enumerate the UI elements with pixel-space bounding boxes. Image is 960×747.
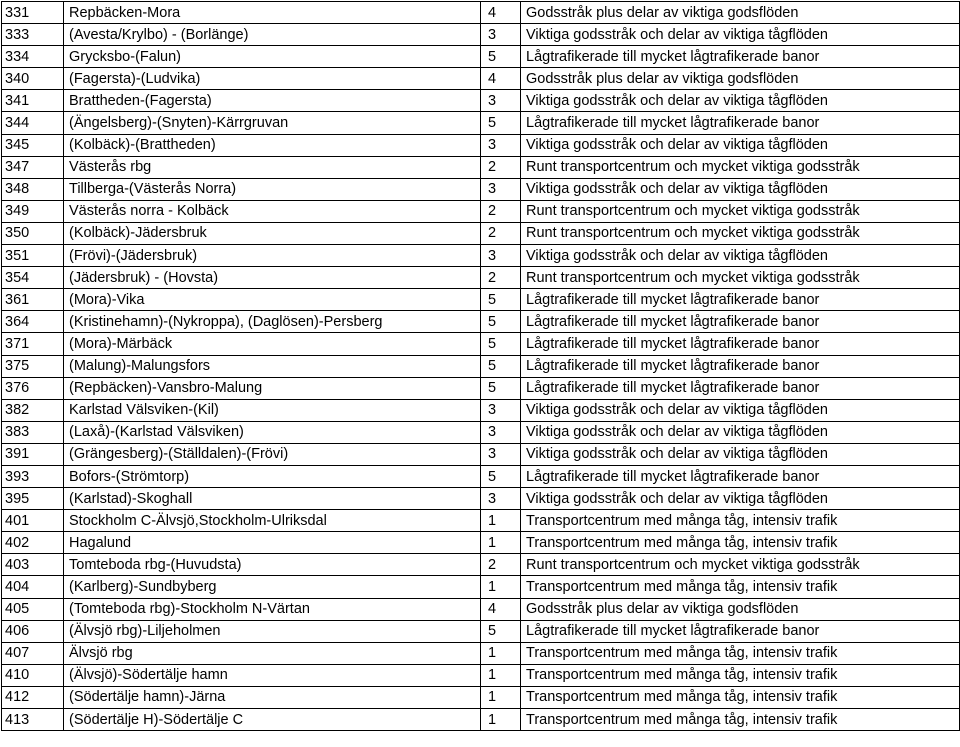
- section-name-cell: (Kolbäck)-(Brattheden): [64, 134, 481, 156]
- table-row: [2, 222, 960, 244]
- section-name-cell: Älvsjö rbg: [64, 642, 481, 664]
- section-name-cell: (Jädersbruk) - (Hovsta): [64, 267, 481, 289]
- class-description-cell: Lågtrafikerade till mycket lågtrafikerade banor: [521, 289, 960, 311]
- traffic-class-cell: 5: [481, 46, 521, 68]
- section-number-cell: 371: [2, 333, 64, 355]
- class-description-cell: Viktiga godsstråk och delar av viktiga tågflöden: [521, 443, 960, 465]
- class-description-cell: Transportcentrum med många tåg, intensiv trafik: [521, 664, 960, 686]
- section-name-cell: Grycksbo-(Falun): [64, 46, 481, 68]
- traffic-class-cell: 1: [481, 510, 521, 532]
- section-number-cell: 347: [2, 156, 64, 178]
- section-number-cell: 349: [2, 200, 64, 222]
- table-row: [2, 399, 960, 421]
- table-row: [2, 112, 960, 134]
- table-row: [2, 576, 960, 598]
- section-name-cell: (Grängesberg)-(Ställdalen)-(Frövi): [64, 443, 481, 465]
- class-description-cell: Viktiga godsstråk och delar av viktiga tågflöden: [521, 134, 960, 156]
- traffic-class-cell: 4: [481, 598, 521, 620]
- section-number-cell: 354: [2, 267, 64, 289]
- class-description-cell: Viktiga godsstråk och delar av viktiga tågflöden: [521, 178, 960, 200]
- section-name-cell: Karlstad Välsviken-(Kil): [64, 399, 481, 421]
- table-row: [2, 709, 960, 731]
- section-name-cell: Bofors-(Strömtorp): [64, 465, 481, 487]
- section-name-cell: Tomteboda rbg-(Huvudsta): [64, 554, 481, 576]
- traffic-class-cell: 2: [481, 156, 521, 178]
- table-row: [2, 289, 960, 311]
- class-description-cell: Viktiga godsstråk och delar av viktiga tågflöden: [521, 245, 960, 267]
- section-name-cell: (Mora)-Märbäck: [64, 333, 481, 355]
- class-description-cell: Lågtrafikerade till mycket lågtrafikerade banor: [521, 333, 960, 355]
- table-row: [2, 642, 960, 664]
- traffic-class-cell: 3: [481, 178, 521, 200]
- section-name-cell: (Älvsjö)-Södertälje hamn: [64, 664, 481, 686]
- section-number-cell: 341: [2, 90, 64, 112]
- class-description-cell: Viktiga godsstråk och delar av viktiga tågflöden: [521, 488, 960, 510]
- section-number-cell: 351: [2, 245, 64, 267]
- class-description-cell: Lågtrafikerade till mycket lågtrafikerade banor: [521, 355, 960, 377]
- section-name-cell: Tillberga-(Västerås Norra): [64, 178, 481, 200]
- table-row: [2, 245, 960, 267]
- class-description-cell: Lågtrafikerade till mycket lågtrafikerade banor: [521, 620, 960, 642]
- section-name-cell: Brattheden-(Fagersta): [64, 90, 481, 112]
- class-description-cell: Runt transportcentrum och mycket viktiga godsstråk: [521, 222, 960, 244]
- class-description-cell: Lågtrafikerade till mycket lågtrafikerade banor: [521, 112, 960, 134]
- section-number-cell: 403: [2, 554, 64, 576]
- table-row: [2, 355, 960, 377]
- table-row: [2, 134, 960, 156]
- table-row: [2, 178, 960, 200]
- traffic-class-cell: 2: [481, 267, 521, 289]
- section-number-cell: 395: [2, 488, 64, 510]
- section-name-cell: (Tomteboda rbg)-Stockholm N-Värtan: [64, 598, 481, 620]
- class-description-cell: Runt transportcentrum och mycket viktiga godsstråk: [521, 267, 960, 289]
- section-name-cell: (Mora)-Vika: [64, 289, 481, 311]
- table-row: [2, 620, 960, 642]
- section-name-cell: (Malung)-Malungsfors: [64, 355, 481, 377]
- section-number-cell: 413: [2, 709, 64, 731]
- class-description-cell: Transportcentrum med många tåg, intensiv trafik: [521, 576, 960, 598]
- section-name-cell: (Södertälje H)-Södertälje C: [64, 709, 481, 731]
- traffic-class-cell: 5: [481, 333, 521, 355]
- class-description-cell: Godsstråk plus delar av viktiga godsflöden: [521, 68, 960, 90]
- traffic-class-cell: 3: [481, 443, 521, 465]
- section-name-cell: (Repbäcken)-Vansbro-Malung: [64, 377, 481, 399]
- section-name-cell: (Älvsjö rbg)-Liljeholmen: [64, 620, 481, 642]
- traffic-class-cell: 1: [481, 709, 521, 731]
- section-name-cell: (Kolbäck)-Jädersbruk: [64, 222, 481, 244]
- section-number-cell: 364: [2, 311, 64, 333]
- traffic-class-cell: 3: [481, 421, 521, 443]
- section-name-cell: Västerås norra - Kolbäck: [64, 200, 481, 222]
- traffic-class-cell: 1: [481, 532, 521, 554]
- class-description-cell: Runt transportcentrum och mycket viktiga godsstråk: [521, 156, 960, 178]
- section-number-cell: 376: [2, 377, 64, 399]
- table-row: [2, 554, 960, 576]
- class-description-cell: Transportcentrum med många tåg, intensiv trafik: [521, 686, 960, 708]
- table-row: [2, 488, 960, 510]
- traffic-class-cell: 1: [481, 664, 521, 686]
- traffic-class-cell: 2: [481, 200, 521, 222]
- section-number-cell: 410: [2, 664, 64, 686]
- section-number-cell: 344: [2, 112, 64, 134]
- class-description-cell: Transportcentrum med många tåg, intensiv trafik: [521, 709, 960, 731]
- table-row: [2, 686, 960, 708]
- table-row: [2, 421, 960, 443]
- section-name-cell: (Karlberg)-Sundbyberg: [64, 576, 481, 598]
- section-number-cell: 393: [2, 465, 64, 487]
- table-row: [2, 2, 960, 24]
- table-row: [2, 510, 960, 532]
- section-number-cell: 412: [2, 686, 64, 708]
- table-row: [2, 200, 960, 222]
- section-name-cell: (Södertälje hamn)-Järna: [64, 686, 481, 708]
- table-row: [2, 90, 960, 112]
- traffic-class-cell: 5: [481, 311, 521, 333]
- table-row: [2, 311, 960, 333]
- section-number-cell: 405: [2, 598, 64, 620]
- section-number-cell: 406: [2, 620, 64, 642]
- class-description-cell: Runt transportcentrum och mycket viktiga godsstråk: [521, 200, 960, 222]
- traffic-class-cell: 1: [481, 576, 521, 598]
- table-row: [2, 377, 960, 399]
- traffic-class-cell: 5: [481, 465, 521, 487]
- section-number-cell: 375: [2, 355, 64, 377]
- section-number-cell: 361: [2, 289, 64, 311]
- table-row: [2, 156, 960, 178]
- section-number-cell: 331: [2, 2, 64, 24]
- traffic-class-cell: 2: [481, 554, 521, 576]
- section-number-cell: 407: [2, 642, 64, 664]
- section-name-cell: (Fagersta)-(Ludvika): [64, 68, 481, 90]
- table-row: [2, 46, 960, 68]
- class-description-cell: Godsstråk plus delar av viktiga godsflöden: [521, 598, 960, 620]
- table-row: [2, 267, 960, 289]
- section-number-cell: 383: [2, 421, 64, 443]
- class-description-cell: Runt transportcentrum och mycket viktiga godsstråk: [521, 554, 960, 576]
- class-description-cell: Lågtrafikerade till mycket lågtrafikerade banor: [521, 465, 960, 487]
- class-description-cell: Godsstråk plus delar av viktiga godsflöden: [521, 2, 960, 24]
- class-description-cell: Transportcentrum med många tåg, intensiv trafik: [521, 510, 960, 532]
- section-number-cell: 345: [2, 134, 64, 156]
- class-description-cell: Viktiga godsstråk och delar av viktiga tågflöden: [521, 24, 960, 46]
- section-name-cell: (Laxå)-(Karlstad Välsviken): [64, 421, 481, 443]
- section-number-cell: 334: [2, 46, 64, 68]
- traffic-class-cell: 1: [481, 642, 521, 664]
- class-description-cell: Transportcentrum med många tåg, intensiv trafik: [521, 642, 960, 664]
- table-row: [2, 443, 960, 465]
- section-number-cell: 391: [2, 443, 64, 465]
- traffic-class-cell: 3: [481, 245, 521, 267]
- traffic-class-cell: 5: [481, 355, 521, 377]
- section-number-cell: 333: [2, 24, 64, 46]
- track-section-table: [1, 1, 960, 731]
- traffic-class-cell: 5: [481, 377, 521, 399]
- traffic-class-cell: 3: [481, 488, 521, 510]
- section-name-cell: Hagalund: [64, 532, 481, 554]
- traffic-class-cell: 5: [481, 620, 521, 642]
- section-number-cell: 404: [2, 576, 64, 598]
- section-name-cell: Repbäcken-Mora: [64, 2, 481, 24]
- traffic-class-cell: 5: [481, 112, 521, 134]
- traffic-class-cell: 3: [481, 24, 521, 46]
- traffic-class-cell: 2: [481, 222, 521, 244]
- section-number-cell: 348: [2, 178, 64, 200]
- class-description-cell: Viktiga godsstråk och delar av viktiga tågflöden: [521, 90, 960, 112]
- class-description-cell: Transportcentrum med många tåg, intensiv trafik: [521, 532, 960, 554]
- traffic-class-cell: 3: [481, 399, 521, 421]
- traffic-class-cell: 1: [481, 686, 521, 708]
- traffic-class-cell: 3: [481, 134, 521, 156]
- class-description-cell: Viktiga godsstråk och delar av viktiga tågflöden: [521, 421, 960, 443]
- traffic-class-cell: 4: [481, 68, 521, 90]
- table-row: [2, 598, 960, 620]
- section-number-cell: 382: [2, 399, 64, 421]
- class-description-cell: Lågtrafikerade till mycket lågtrafikerade banor: [521, 377, 960, 399]
- section-number-cell: 401: [2, 510, 64, 532]
- section-number-cell: 402: [2, 532, 64, 554]
- section-name-cell: Stockholm C-Älvsjö,Stockholm-Ulriksdal: [64, 510, 481, 532]
- class-description-cell: Lågtrafikerade till mycket lågtrafikerade banor: [521, 311, 960, 333]
- section-name-cell: (Kristinehamn)-(Nykroppa), (Daglösen)-Persberg: [64, 311, 481, 333]
- table-body: [2, 2, 960, 731]
- class-description-cell: Viktiga godsstråk och delar av viktiga tågflöden: [521, 399, 960, 421]
- traffic-class-cell: 3: [481, 90, 521, 112]
- section-name-cell: (Karlstad)-Skoghall: [64, 488, 481, 510]
- table-row: [2, 333, 960, 355]
- section-name-cell: Västerås rbg: [64, 156, 481, 178]
- section-name-cell: (Avesta/Krylbo) - (Borlänge): [64, 24, 481, 46]
- table-row: [2, 24, 960, 46]
- section-number-cell: 350: [2, 222, 64, 244]
- traffic-class-cell: 4: [481, 2, 521, 24]
- table-row: [2, 664, 960, 686]
- section-name-cell: (Frövi)-(Jädersbruk): [64, 245, 481, 267]
- table-row: [2, 68, 960, 90]
- table-row: [2, 465, 960, 487]
- section-name-cell: (Ängelsberg)-(Snyten)-Kärrgruvan: [64, 112, 481, 134]
- table-row: [2, 532, 960, 554]
- section-number-cell: 340: [2, 68, 64, 90]
- traffic-class-cell: 5: [481, 289, 521, 311]
- class-description-cell: Lågtrafikerade till mycket lågtrafikerade banor: [521, 46, 960, 68]
